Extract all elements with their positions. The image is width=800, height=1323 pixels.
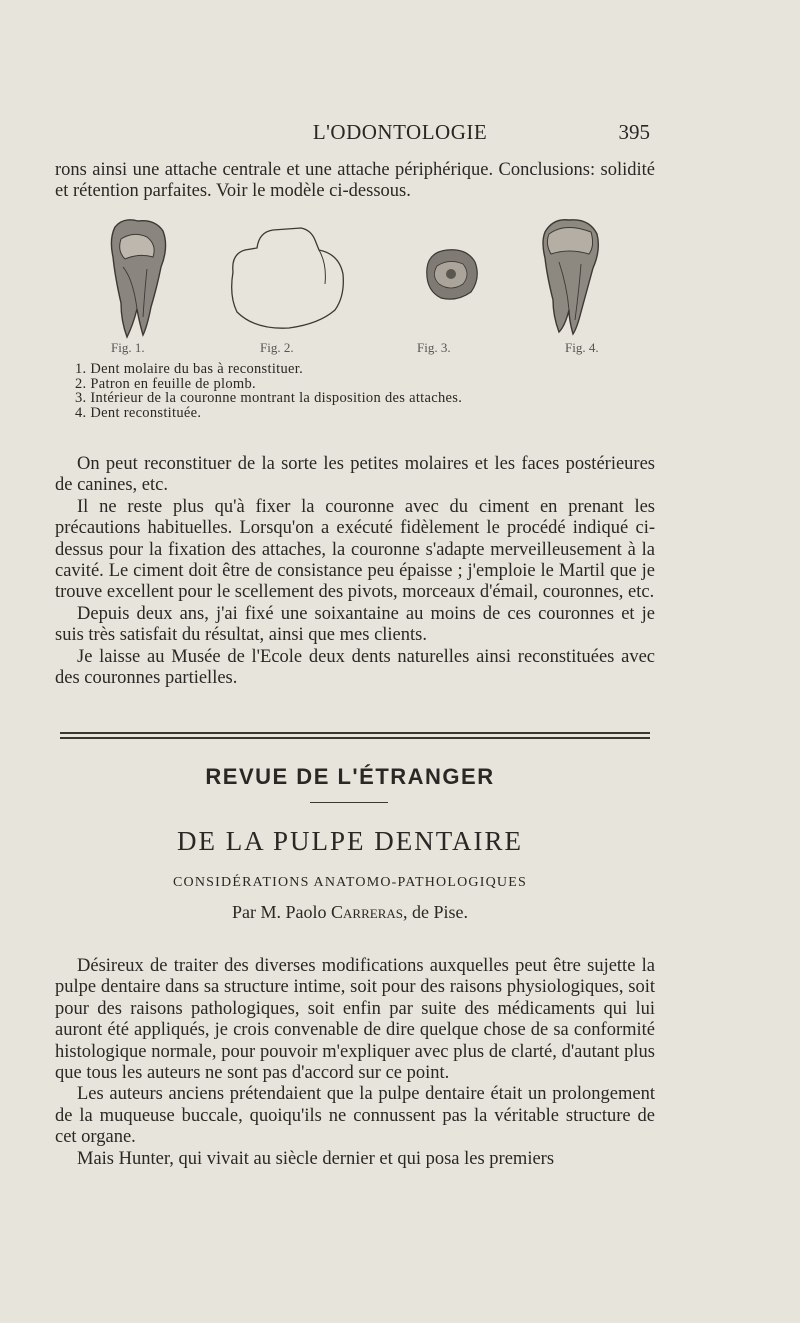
byline-prefix: Par M. Paolo [232, 902, 332, 922]
section-divider-top [60, 732, 650, 734]
article-body [55, 956, 655, 1170]
article-paragraph-3: Mais Hunter, qui vivait au siècle dernier et qui posa les premiers [77, 1148, 555, 1169]
body-text [55, 454, 655, 689]
fig-3-label: Fig. 3. [417, 340, 451, 355]
fig-2-label: Fig. 2. [260, 340, 294, 355]
reconstituted-tooth-drawing-icon [535, 216, 605, 346]
body-paragraph-4: Je laisse au Musée de l'Ecole deux dents naturelles ainsi reconstituées avec des couronnes partielles. [55, 646, 655, 689]
running-head [0, 120, 800, 150]
body-paragraph-3: Depuis deux ans, j'ai fixé une soixantaine au moins de ces couronnes et je suis très satisfait du résultat, ainsi que mes clients. [55, 603, 655, 646]
article-title: DE LA PULPE DENTAIRE [176, 826, 524, 856]
lead-sheet-pattern-outline-icon [223, 224, 353, 339]
caption-4: 4. Dent reconstituée. [75, 404, 202, 421]
article-subtitle: CONSIDÉRATIONS ANATOMO-PATHOLOGIQUES [173, 875, 527, 890]
caption-3: 3. Intérieur de la couronne montrant la disposition des attaches. [75, 390, 463, 407]
caption-2: 2. Patron en feuille de plomb. [75, 375, 256, 392]
page-number: 395 [618, 120, 650, 144]
byline-author-name: Carreras [331, 902, 403, 922]
article-paragraph-1: Désireux de traiter des diverses modifications auxquelles peut être sujette la pulpe dentaire dans sa structure intime, soit pour des raisons physiologiques, soit pour des raisons pathologiques, soit enfin par suite des médicaments qui lui auront été appliqués, je crois convenable de dire quelque chose de sa conformité histologique normale, pour pouvoir m'expliquer avec plus de clarté, d'autant plus que tous les auteurs ne sont pas d'accord sur ce point. [55, 956, 655, 1084]
molar-tooth-drawing-icon [103, 217, 173, 347]
figure-captions [75, 362, 635, 420]
section-divider-bottom [60, 737, 650, 739]
fig-1-label: Fig. 1. [111, 340, 145, 355]
crown-interior-drawing-icon [421, 246, 481, 309]
section-title: REVUE DE L'ÉTRANGER [205, 764, 495, 789]
article-byline [0, 902, 700, 923]
intro-text: rons ainsi une attache centrale et une attache périphérique. Conclusions: solidité et rétention parfaites. Voir le modèle ci-dessous. [55, 160, 655, 202]
body-paragraph-2: Il ne reste plus qu'à fixer la couronne avec du ciment en prenant les précautions habituelles. Lorsqu'on a exécuté fidèlement le procédé indiqué ci-dessus pour la fixation des attaches, la couronne s'adapte merveilleusement à la cavité. Le ciment doit être de consistance peu épaisse ; j'emploie le Martil que je trouve excellent pour le scellement des pivots, morceaux d'émail, couronnes, etc. [55, 496, 655, 603]
intro-paragraph [55, 160, 655, 203]
figure-row [95, 212, 615, 372]
section-short-rule [310, 802, 388, 803]
caption-1: 1. Dent molaire du bas à reconstituer. [75, 361, 304, 377]
running-title: L'ODONTOLOGIE [312, 120, 488, 144]
article-paragraph-2: Les auteurs anciens prétendaient que la pulpe dentaire était un prolongement de la muqueuse buccale, quoiqu'ils ne connussent pas la véritable structure de cet organe. [55, 1084, 655, 1148]
byline-suffix: , de Pise. [402, 902, 468, 922]
body-paragraph-1: On peut reconstituer de la sorte les petites molaires et les faces postérieures de canines, etc. [55, 454, 655, 496]
fig-4-label: Fig. 4. [565, 340, 599, 355]
